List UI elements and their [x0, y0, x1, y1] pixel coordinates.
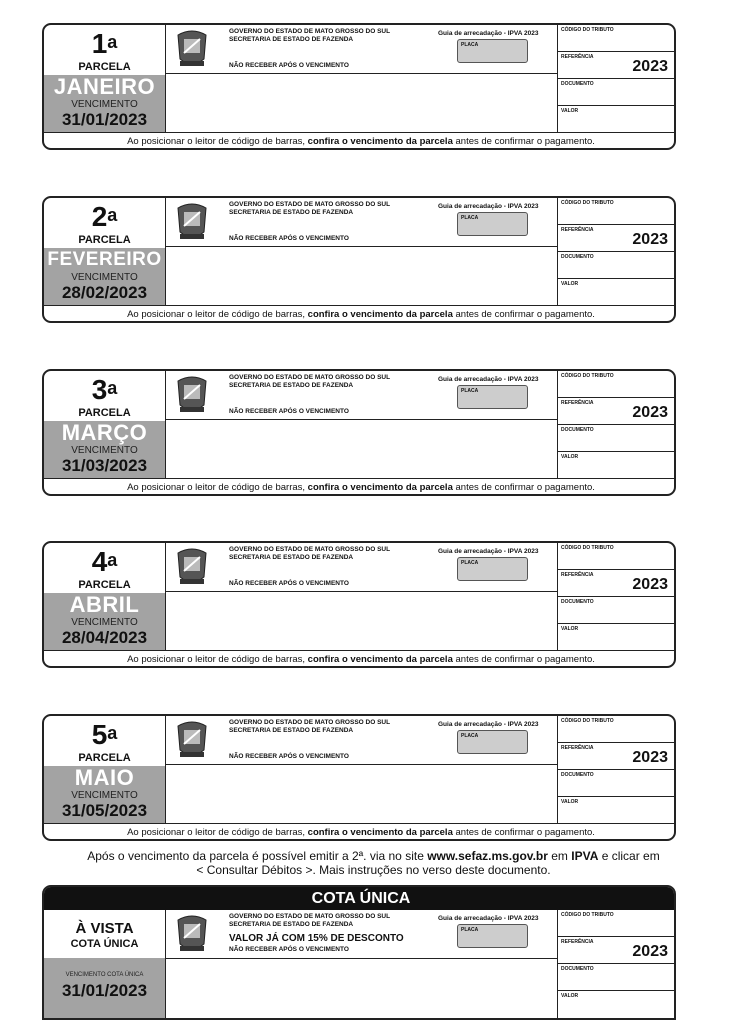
documento-field: DOCUMENTO [558, 252, 676, 279]
parcela-number: 1$^a$ [91, 28, 118, 59]
barcode-notice: Ao posicionar o leitor de código de barras, confira o vencimento da parcela antes de confirmar o pagamento. [44, 478, 676, 496]
guide-header [166, 910, 557, 959]
plate-field: PLACA [457, 730, 528, 754]
barcode-notice: Ao posicionar o leitor de código de barras, confira o vencimento da parcela antes de confirmar o pagamento. [44, 132, 676, 150]
guide-header [166, 543, 557, 592]
valor-field: VALOR [561, 799, 579, 805]
vencimento-label: VENCIMENTO [71, 99, 138, 110]
due-month: MARÇO [61, 420, 148, 445]
discount-notice: VALOR JÁ COM 15% DE DESCONTO [229, 933, 404, 944]
site-link[interactable]: www.sefaz.ms.gov.br [427, 849, 548, 863]
parcela-info [44, 198, 166, 305]
parcela-coupon-5 [42, 714, 676, 841]
parcela-number: 5$^a$ [91, 719, 118, 750]
right-fields [557, 198, 676, 305]
referencia-field: REFERÊNCIA 2023 [558, 398, 676, 425]
state-crest-icon [174, 29, 210, 69]
plate-field: PLACA [457, 39, 528, 63]
guide-title: Guia de arrecadação - IPVA 2023 [438, 376, 539, 383]
guide-header [166, 25, 557, 74]
parcela-coupon-3 [42, 369, 676, 496]
valor-field: VALOR [561, 626, 579, 632]
state-crest-icon [174, 375, 210, 415]
state-crest-icon [174, 720, 210, 760]
plate-field: PLACA [457, 557, 528, 581]
due-date: 31/01/2023 [61, 981, 148, 1000]
plate-field: PLACA [457, 924, 528, 948]
documento-field: DOCUMENTO [558, 79, 676, 106]
parcela-number: 2$^a$ [91, 201, 118, 232]
parcela-info [44, 371, 166, 478]
state-crest-icon [174, 547, 210, 587]
documento-field: DOCUMENTO [558, 425, 676, 452]
no-receive-notice: NÃO RECEBER APÓS O VENCIMENTO [229, 235, 349, 242]
barcode-notice: Ao posicionar o leitor de código de barras, confira o vencimento da parcela antes de confirmar o pagamento. [44, 650, 676, 668]
government-header: GOVERNO DO ESTADO DE MATO GROSSO DO SUL SECRETARIA DE ESTADO DE FAZENDA [229, 374, 391, 389]
codigo-tributo-field: CÓDIGO DO TRIBUTO [558, 716, 676, 743]
documento-field: DOCUMENTO [558, 597, 676, 624]
due-date: 28/02/2023 [61, 283, 148, 302]
parcela-coupon-1 [42, 23, 676, 150]
due-box [44, 766, 165, 823]
no-receive-notice: NÃO RECEBER APÓS O VENCIMENTO [229, 408, 349, 415]
no-receive-notice: NÃO RECEBER APÓS O VENCIMENTO [229, 580, 349, 587]
vencimento-cota-label: VENCIMENTO COTA ÚNICA [65, 972, 144, 978]
parcela-label: PARCELA [78, 234, 131, 246]
due-date: 31/03/2023 [61, 456, 148, 475]
parcela-info [44, 716, 166, 823]
referencia-field: REFERÊNCIA 2023 [558, 743, 676, 770]
due-date: 28/04/2023 [61, 628, 148, 647]
plate-field: PLACA [457, 212, 528, 236]
due-box [44, 75, 165, 132]
vencimento-label: VENCIMENTO [71, 272, 138, 283]
government-header: GOVERNO DO ESTADO DE MATO GROSSO DO SUL SECRETARIA DE ESTADO DE FAZENDA [229, 28, 391, 43]
guide-title: Guia de arrecadação - IPVA 2023 [438, 548, 539, 555]
due-box [44, 593, 165, 650]
parcela-label: PARCELA [78, 407, 131, 419]
codigo-tributo-field: CÓDIGO DO TRIBUTO [558, 543, 676, 570]
referencia-field: REFERÊNCIA 2023 [558, 225, 676, 252]
codigo-tributo-field: CÓDIGO DO TRIBUTO [558, 371, 676, 398]
parcela-number: 3$^a$ [91, 374, 118, 405]
parcela-label: PARCELA [78, 61, 131, 73]
barcode-notice: Ao posicionar o leitor de código de barras, confira o vencimento da parcela antes de confirmar o pagamento. [44, 823, 676, 841]
parcela-label: PARCELA [78, 752, 131, 764]
cota-unica-label: COTA ÚNICA [70, 938, 139, 950]
state-crest-icon [174, 202, 210, 242]
no-receive-notice: NÃO RECEBER APÓS O VENCIMENTO [229, 753, 349, 760]
guide-header [166, 198, 557, 247]
guide-title: Guia de arrecadação - IPVA 2023 [438, 721, 539, 728]
valor-field: VALOR [561, 281, 579, 287]
valor-field: VALOR [561, 108, 579, 114]
parcela-coupon-2 [42, 196, 676, 323]
government-header: GOVERNO DO ESTADO DE MATO GROSSO DO SUL SECRETARIA DE ESTADO DE FAZENDA [229, 201, 391, 216]
referencia-field: REFERÊNCIA 2023 [558, 570, 676, 597]
documento-field: DOCUMENTO [558, 770, 676, 797]
second-copy-instructions: Após o vencimento da parcela é possível emitir a 2ª. via no site www.sefaz.ms.gov.br em IPVA e clicar em < Consultar Débitos >. Mais instruções no verso deste documento. [87, 849, 660, 877]
codigo-tributo-field: CÓDIGO DO TRIBUTO [558, 910, 676, 937]
referencia-field: REFERÊNCIA 2023 [558, 52, 676, 79]
right-fields [557, 910, 676, 1020]
right-fields [557, 25, 676, 132]
due-month: MAIO [74, 765, 135, 790]
codigo-tributo-field: CÓDIGO DO TRIBUTO [558, 198, 676, 225]
guide-title: Guia de arrecadação - IPVA 2023 [438, 30, 539, 37]
right-fields [557, 716, 676, 823]
guide-header [166, 371, 557, 420]
due-month: JANEIRO [53, 74, 156, 99]
due-box [44, 248, 165, 305]
vencimento-label: VENCIMENTO [71, 445, 138, 456]
parcela-info [44, 25, 166, 132]
government-header: GOVERNO DO ESTADO DE MATO GROSSO DO SUL SECRETARIA DE ESTADO DE FAZENDA [229, 913, 391, 928]
guide-title: Guia de arrecadação - IPVA 2023 [438, 915, 539, 922]
right-fields [557, 543, 676, 650]
documento-field: DOCUMENTO [558, 964, 676, 991]
vencimento-label: VENCIMENTO [71, 617, 138, 628]
guide-header [166, 716, 557, 765]
government-header: GOVERNO DO ESTADO DE MATO GROSSO DO SUL SECRETARIA DE ESTADO DE FAZENDA [229, 546, 391, 561]
parcela-info [44, 543, 166, 650]
cota-info [44, 910, 166, 1020]
barcode-notice: Ao posicionar o leitor de código de barras, confira o vencimento da parcela antes de confirmar o pagamento. [44, 305, 676, 323]
parcela-coupon-4 [42, 541, 676, 668]
due-box [44, 421, 165, 478]
due-date: 31/01/2023 [61, 110, 148, 129]
guide-title: Guia de arrecadação - IPVA 2023 [438, 203, 539, 210]
parcela-label: PARCELA [78, 579, 131, 591]
no-receive-notice: NÃO RECEBER APÓS O VENCIMENTO [229, 62, 349, 69]
codigo-tributo-field: CÓDIGO DO TRIBUTO [558, 25, 676, 52]
due-month: FEVEREIRO [47, 249, 162, 270]
vencimento-label: VENCIMENTO [71, 790, 138, 801]
right-fields [557, 371, 676, 478]
no-receive-notice: NÃO RECEBER APÓS O VENCIMENTO [229, 946, 349, 953]
valor-field: VALOR [561, 454, 579, 460]
state-crest-icon [174, 914, 210, 954]
due-month: ABRIL [69, 592, 140, 617]
parcela-number: 4$^a$ [91, 546, 118, 577]
cota-unica-title: COTA ÚNICA [44, 887, 676, 910]
referencia-field: REFERÊNCIA 2023 [558, 937, 676, 964]
plate-field: PLACA [457, 385, 528, 409]
cota-unica-coupon [42, 885, 676, 1020]
government-header: GOVERNO DO ESTADO DE MATO GROSSO DO SUL SECRETARIA DE ESTADO DE FAZENDA [229, 719, 391, 734]
due-date: 31/05/2023 [61, 801, 148, 820]
valor-field: VALOR [561, 993, 579, 999]
a-vista-label: À VISTA [75, 920, 134, 937]
due-box [44, 958, 165, 1020]
